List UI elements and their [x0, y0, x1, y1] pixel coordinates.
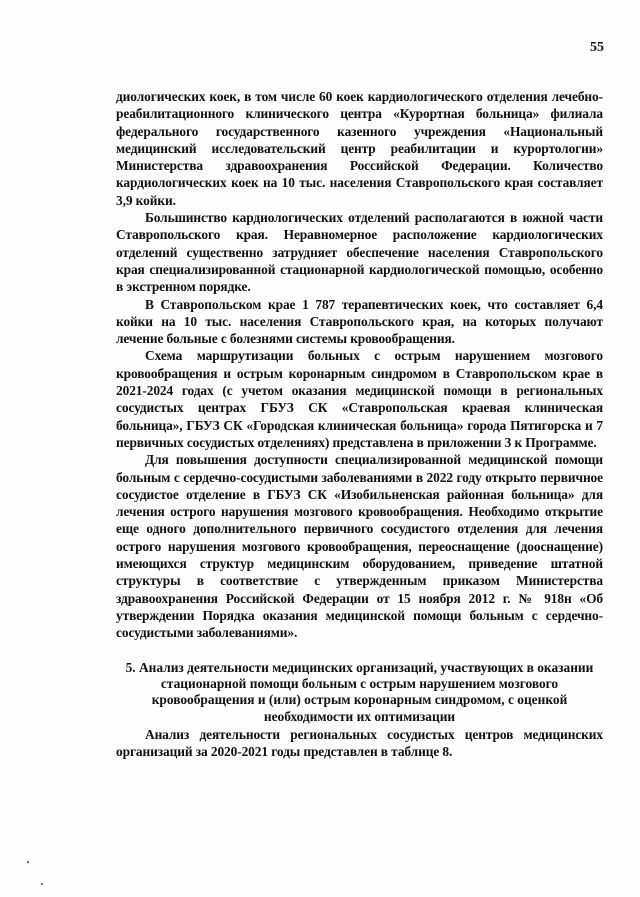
- scan-speck: [27, 861, 29, 863]
- main-text: [116, 88, 603, 642]
- section-paragraph: Анализ деятельности региональных сосудистых центров медицинских организаций за 2020-2021 годы представлен в таблице 8.: [116, 727, 603, 760]
- closing-text: [116, 726, 603, 761]
- paragraph-3: В Ставропольском крае 1 787 терапевтических коек, что составляет 6,4 койки на 10 тыс. населения Ставропольского края, на которых получают лечение больные с болезнями системы кровообращения.: [116, 296, 603, 347]
- paragraph-2: Большинство кардиологических отделений располагаются в южной части Ставропольского края. Неравномерное расположение кардиологических отделений существенно затрудняет обеспечение населения Ставропольского края специализированной стационарной кардиологической помощью, особенно в экстренном порядке.: [116, 210, 603, 295]
- paragraph-5: Для повышения доступности специализированной медицинской помощи больным с сердечно-сосудистыми заболеваниями в 2022 году открыто первичное сосудистое отделение в ГБУЗ СК «Изобильненская районная больница» для лечения острого нарушения мозгового кровообращения. Необходимо открытие еще одного дополнительного первичного сосудистого отделения для лечения острого нарушения мозгового кровообращения, переоснащение (дооснащение) имеющихся структур медицинским оборудованием, приведение штатной структуры в соответствие с утвержденным приказом Министерства здравоохранения Российской Федерации от 15 ноября 2012 г. № 918н «Об утверждении Порядка оказания медицинской помощи больным с сердечно-сосудистыми заболеваниями».: [116, 452, 603, 641]
- page-number: 55: [590, 40, 604, 55]
- section-heading: 5. Анализ деятельности медицинских организаций, участвующих в оказании стационарной помощи больным с острым нарушением мозгового кровообращения и (или) острым коронарным синдромом, с оценкой необходимости их оптимизации: [125, 660, 594, 724]
- paragraph-4: Схема маршрутизации больных с острым нарушением мозгового кровообращения и острым коронарным синдромом в Ставропольском крае в 2021-2024 годах (с учетом оказания медицинской помощи в региональных сосудистых центрах ГБУЗ СК «Ставропольская краевая клиническая больница», ГБУЗ СК «Городская клиническая больница» города Пятигорска и 7 первичных сосудистых отделениях) представлена в приложении 3 к Программе.: [116, 348, 603, 450]
- scan-speck: [41, 883, 43, 885]
- paragraph-1: диологических коек, в том числе 60 коек кардиологического отделения лечебно-реабилитационного клинического центра «Курортная больница» филиала федерального государственного казенного учреждения «Национальный медицинский исследовательский центр реабилитации и курортологии» Министерства здравоохранения Российской Федерации. Количество кардиологических коек на 10 тыс. населения Ставропольского края составляет 3,9 койки.: [116, 89, 603, 208]
